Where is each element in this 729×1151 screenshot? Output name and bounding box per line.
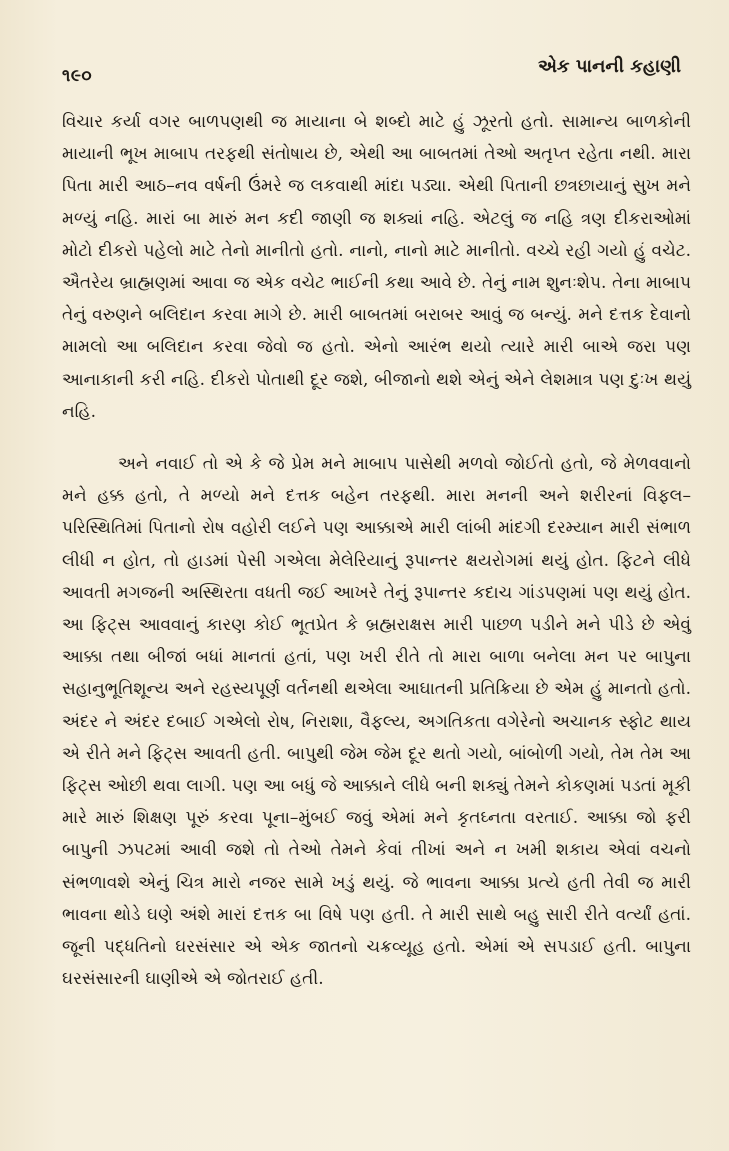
page-header (62, 52, 691, 96)
paragraph-2: અને નવાઈ તો એ કે જે પ્રેમ મને માબાપ પાસેથી મળવો જોઈતો હતો, જે મેળવવાનો મને હક્ક હતો, તે મળ્યો મને દત્તક બહેન તરફથી. મારા મનની અને શરીરનાં વિફલ–પરિસ્થિતિમાં પિતાનો રોષ વહોરી લઈને પણ આક્કાએ મારી લાંબી માંદગી દરમ્યાન મારી સંભાળ લીધી ન હોત, તો હાડમાં પેસી ગએલા મેલેરિયાનું રૂપાન્તર ક્ષયરોગમાં થયું હોત. ફિટને લીધે આવતી મગજની અસ્થિરતા વધતી જઈ આખરે તેનું રૂપાન્તર કદાચ ગાંડપણમાં પણ થયું હોત. આ ફિટ્સ આવવાનું કારણ કોઈ ભૂતપ્રેત કે બ્રહ્મરાક્ષસ મારી પાછળ પડીને મને પીડે છે એવું આક્કા તથા બીજાં બધાં માનતાં હતાં, પણ ખરી રીતે તો મારા બાળા બનેલા મન પર બાપુના સહાનુભૂતિશૂન્ય અને રહસ્યપૂર્ણ વર્તનથી થએલા આઘાતની પ્રતિક્રિયા છે એમ હું માનતો હતો. અંદર ને અંદર દબાઈ ગએલો રોષ, નિરાશા, વૈફલ્ય, અગતિકતા વગેરેનો અચાનક સ્ફોટ થાય એ રીતે મને ફિટ્સ આવતી હતી. બાપુથી જેમ જેમ દૂર થતો ગયો, બાંબોળી ગયો, તેમ તેમ આ ફિટ્સ ઓછી થવા લાગી. પણ આ બધું જે આક્કાને લીધે બની શક્યું તેમને કોકણમાં પડતાં મૂકી મારે મારું શિક્ષણ પૂરું કરવા પૂના–મુંબઈ જવું એમાં મને કૃતઘ્નતા વરતાઈ. આક્કા જો ફરી બાપુની ઝપટમાં આવી જશે તો તેઓ તેમને કેવાં તીખાં અને ન ખમી શકાય એવાં વચનો સંભળાવશે એનું ચિત્ર મારો નજર સામે ખડું થયું. જે ભાવના આક્કા પ્રત્યે હતી તેવી જ મારી ભાવના થોડે ઘણે અંશે મારાં દત્તક બા વિષે પણ હતી. તે મારી સાથે બહુ સારી રીતે વર્ત્યાં હતાં. જૂની પદ્ધતિનો ઘરસંસાર એ એક જાતનો ચક્રવ્યૂહ હતો. એમાં એ સપડાઈ હતી. બાપુના ઘરસંસારની ઘાણીએ એ જોતરાઈ હતી. (62, 454, 691, 990)
page-number: ૧૯૦ (62, 66, 93, 86)
body-text (62, 106, 691, 995)
paragraph-1: વિચાર કર્યા વગર બાળપણથી જ માયાના બે શબ્દો માટે હું ઝૂરતો હતો. સામાન્ય બાળકોની માયાની ભૂખ માબાપ તરફથી સંતોષાય છે, એથી આ બાબતમાં તેઓ અતૃપ્ત રહેતા નથી. મારા પિતા મારી આઠ–નવ વર્ષની ઉંમરે જ લકવાથી માંદા પડ્યા. એથી પિતાની છત્રછાયાનું સુખ મને મળ્યું નહિ. મારાં બા મારું મન કદી જાણી જ શક્યાં નહિ. એટલું જ નહિ ત્રણ દીકરાઓમાં મોટો દીકરો પહેલો માટે તેનો માનીતો હતો. નાનો, નાનો માટે માનીતો. વચ્ચે રહી ગયો હું વચેટ. ઐતરેય બ્રાહ્મણમાં આવા જ એક વચેટ ભાઈની કથા આવે છે. તેનું નામ શુનઃશેપ. તેના માબાપ તેનું વરુણને બલિદાન કરવા માગે છે. મારી બાબતમાં બરાબર આવું જ બન્યું. મને દત્તક દેવાનો મામલો આ બલિદાન કરવા જેવો જ હતો. એનો આરંભ થયો ત્યારે મારી બાએ જરા પણ આનાકાની કરી નહિ. દીકરો પોતાથી દૂર જશે, બીજાનો થશે એનું એને લેશમાત્ર પણ દુઃખ થયું નહિ. (62, 112, 691, 422)
running-title: એક પાનની કહાણી (537, 56, 681, 77)
